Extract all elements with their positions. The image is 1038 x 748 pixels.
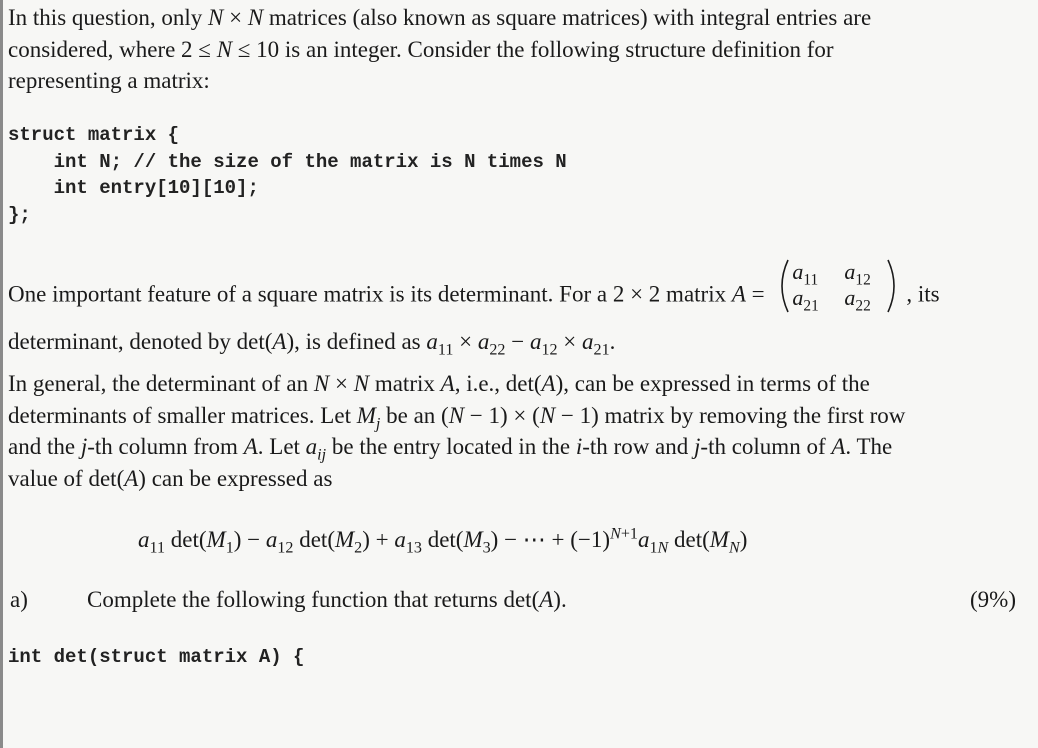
matrix-entry-a22: $a_{22}$ <box>844 285 871 315</box>
determinant-expansion-formula: $a_{11}$ $\det(M_1) - a_{12}$ $\det(M_2) + a_{13}$ $\det(M_3)$ − ⋯ + $(-1)^{N+1}a_{1N}$ $\det(M_N)$ <box>138 525 748 557</box>
determinant-line-1: One important feature of a square matrix is its determinant. For a 2 × 2 matrix A = $a_{11}$ $a_{12}$ $a_{21}$ $a_{22}$ , its <box>8 259 940 315</box>
intro-line-3: representing a matrix: <box>8 68 210 93</box>
general-paragraph <box>8 368 1038 494</box>
general-line-4: value of det(A) can be expressed as <box>8 465 333 491</box>
question-a-text: Complete the following function that returns det(A). <box>87 587 567 612</box>
matrix-2x2 <box>774 258 902 314</box>
code-line-1: struct matrix { <box>8 124 180 146</box>
question-a-weight: (9%) <box>970 587 1016 612</box>
intro-line-1: In this question, only N × N matrices (also known as square matrices) with integral entries are <box>8 5 872 30</box>
general-line-1: In general, the determinant of an N × N matrix A, i.e., det(A), can be expressed in terms of the <box>8 371 870 396</box>
matrix-entry-a11: $a_{11}$ <box>792 259 819 289</box>
intro-line-2: considered, where 2 ≤ N ≤ 10 is an integer. Consider the following structure definition for <box>8 36 834 62</box>
code-line-2: int N; // the size of the matrix is N times N <box>8 150 567 173</box>
general-line-2: determinants of smaller matrices. Let $M_j$ be an (N − 1) × (N − 1) matrix by removing the first row <box>8 402 906 433</box>
code-line-3: int entry[10][10]; <box>8 177 259 199</box>
intro-paragraph <box>8 2 871 97</box>
code-line-4: }; <box>8 203 31 226</box>
struct-code-block <box>8 122 567 228</box>
function-signature-code: int det(struct matrix A) { <box>8 646 305 668</box>
matrix-entry-a12: $a_{12}$ <box>844 259 871 289</box>
determinant-paragraph <box>8 259 1038 359</box>
general-line-3: and the j-th column from A. Let $a_{ij}$ be the entry located in the i-th row and j-th column of A. The <box>8 434 893 464</box>
determinant-line-2: determinant, denoted by det(A), is defined as $a_{11} \times a_{22} - a_{12} \times a_{21}$. <box>8 329 616 359</box>
question-a-label: a) <box>10 587 28 612</box>
determinant-its: , its <box>906 281 940 307</box>
matrix-entry-a21: $a_{21}$ <box>792 285 819 315</box>
page-left-edge <box>0 0 3 748</box>
